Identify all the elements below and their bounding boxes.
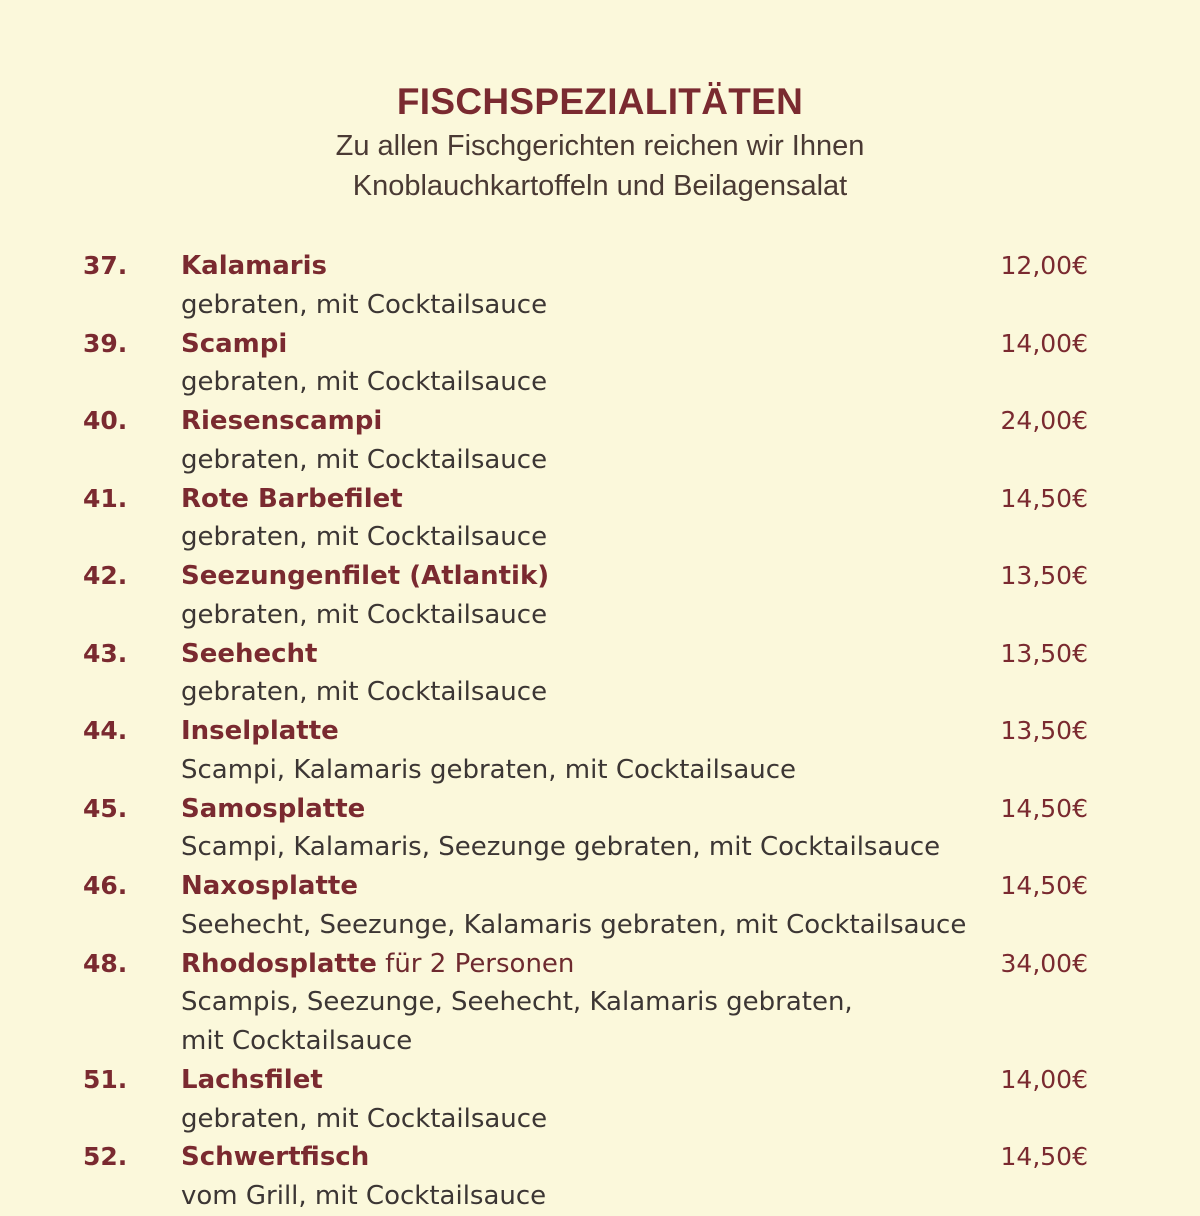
menu-item (0, 635, 1200, 713)
menu-item-header-row (0, 480, 1200, 519)
item-description: gebraten, mit Cocktailsauce (181, 444, 548, 475)
item-price: 14,50€ (1000, 1142, 1088, 1172)
menu-item (0, 402, 1200, 480)
menu-header (0, 78, 1200, 206)
item-description: gebraten, mit Cocktailsauce (181, 367, 548, 398)
item-number: 45. (83, 793, 128, 823)
item-name (181, 945, 574, 984)
item-number: 43. (83, 638, 128, 668)
menu-item (0, 790, 1200, 868)
item-name (181, 635, 318, 674)
item-name-main: Inselplatte (181, 716, 339, 746)
item-description: vom Grill, mit Cocktailsauce (181, 1181, 547, 1211)
item-description: Seehecht, Seezunge, Kalamaris gebraten, mit Cocktailsauce (181, 909, 967, 940)
item-number: 37. (83, 251, 128, 280)
section-subtitle-line-2: Knoblauchkartoffeln und Beilagensalat (352, 170, 848, 202)
item-name (181, 402, 382, 441)
item-name (181, 480, 403, 519)
item-name-main: Riesenscampi (181, 406, 383, 436)
item-name (181, 247, 327, 286)
menu-item (0, 867, 1200, 945)
item-number: 40. (83, 406, 128, 435)
item-price: 12,00€ (1000, 251, 1088, 280)
item-name-main: Naxosplatte (181, 871, 358, 901)
item-description: Scampi, Kalamaris gebraten, mit Cocktailsauce (181, 754, 797, 785)
menu-item-header-row (0, 867, 1200, 906)
item-number: 42. (83, 561, 128, 590)
item-description: Scampis, Seezunge, Seehecht, Kalamaris gebraten, (181, 987, 853, 1018)
item-description: gebraten, mit Cocktailsauce (181, 289, 548, 320)
item-name (181, 325, 287, 364)
menu-item-header-row (0, 712, 1200, 751)
item-price: 13,50€ (1000, 716, 1088, 745)
item-description: gebraten, mit Cocktailsauce (181, 677, 548, 708)
menu-item (0, 247, 1200, 325)
menu-item (0, 325, 1200, 403)
item-name (181, 867, 358, 906)
item-number: 39. (83, 328, 128, 358)
menu-item (0, 480, 1200, 558)
menu-item-list (0, 247, 1200, 1216)
item-number: 48. (83, 948, 128, 978)
item-description: gebraten, mit Cocktailsauce (181, 599, 548, 630)
item-number: 52. (83, 1142, 128, 1172)
item-number: 44. (83, 716, 128, 745)
menu-item-header-row (0, 1138, 1200, 1177)
menu-item-header-row (0, 635, 1200, 674)
item-price: 24,00€ (1000, 406, 1088, 435)
menu-item (0, 1138, 1200, 1216)
item-price: 34,00€ (1000, 948, 1088, 978)
item-name-main: Kalamaris (181, 251, 327, 281)
menu-item (0, 557, 1200, 635)
item-price: 13,50€ (1000, 638, 1088, 668)
item-description: gebraten, mit Cocktailsauce (181, 522, 548, 553)
item-description: mit Cocktailsauce (181, 1026, 413, 1056)
item-name (181, 1061, 323, 1100)
item-name-main: Samosplatte (181, 793, 366, 824)
item-price: 14,50€ (1000, 483, 1088, 513)
item-number: 46. (83, 871, 128, 900)
item-name-main: Scampi (181, 328, 288, 359)
item-name (181, 790, 365, 829)
item-name-main: Rote Barbefilet (181, 483, 403, 514)
item-number: 51. (83, 1064, 128, 1094)
item-name (181, 557, 549, 596)
item-number: 41. (83, 483, 128, 513)
item-name-main: Schwertfisch (181, 1142, 370, 1173)
item-price: 14,50€ (1000, 793, 1088, 823)
item-name-main: Lachsfilet (181, 1064, 323, 1095)
item-price: 14,50€ (1000, 871, 1088, 900)
item-price: 14,00€ (1000, 328, 1088, 358)
item-price: 14,00€ (1000, 1064, 1088, 1094)
item-name (181, 1138, 369, 1177)
menu-item-header-row (0, 325, 1200, 364)
menu-item-header-row (0, 402, 1200, 441)
menu-item-header-row (0, 247, 1200, 286)
section-subtitle-line-1: Zu allen Fischgerichten reichen wir Ihnen (335, 130, 865, 162)
item-name-note: für 2 Personen (376, 948, 575, 979)
item-price: 13,50€ (1000, 561, 1088, 590)
item-name (181, 712, 339, 751)
item-name-main: Rhodosplatte (181, 948, 377, 979)
item-description: Scampi, Kalamaris, Seezunge gebraten, mit Cocktailsauce (181, 832, 941, 863)
menu-item (0, 712, 1200, 790)
menu-item (0, 945, 1200, 1061)
menu-item (0, 1061, 1200, 1139)
menu-item-header-row (0, 1061, 1200, 1100)
menu-item-header-row (0, 945, 1200, 984)
menu-item-header-row (0, 557, 1200, 596)
menu-item-header-row (0, 790, 1200, 829)
item-description: gebraten, mit Cocktailsauce (181, 1103, 548, 1134)
item-name-main: Seehecht (181, 638, 318, 669)
section-title: FISCHSPEZIALITÄTEN (396, 81, 804, 122)
item-name-main: Seezungenfilet (Atlantik) (181, 561, 550, 591)
